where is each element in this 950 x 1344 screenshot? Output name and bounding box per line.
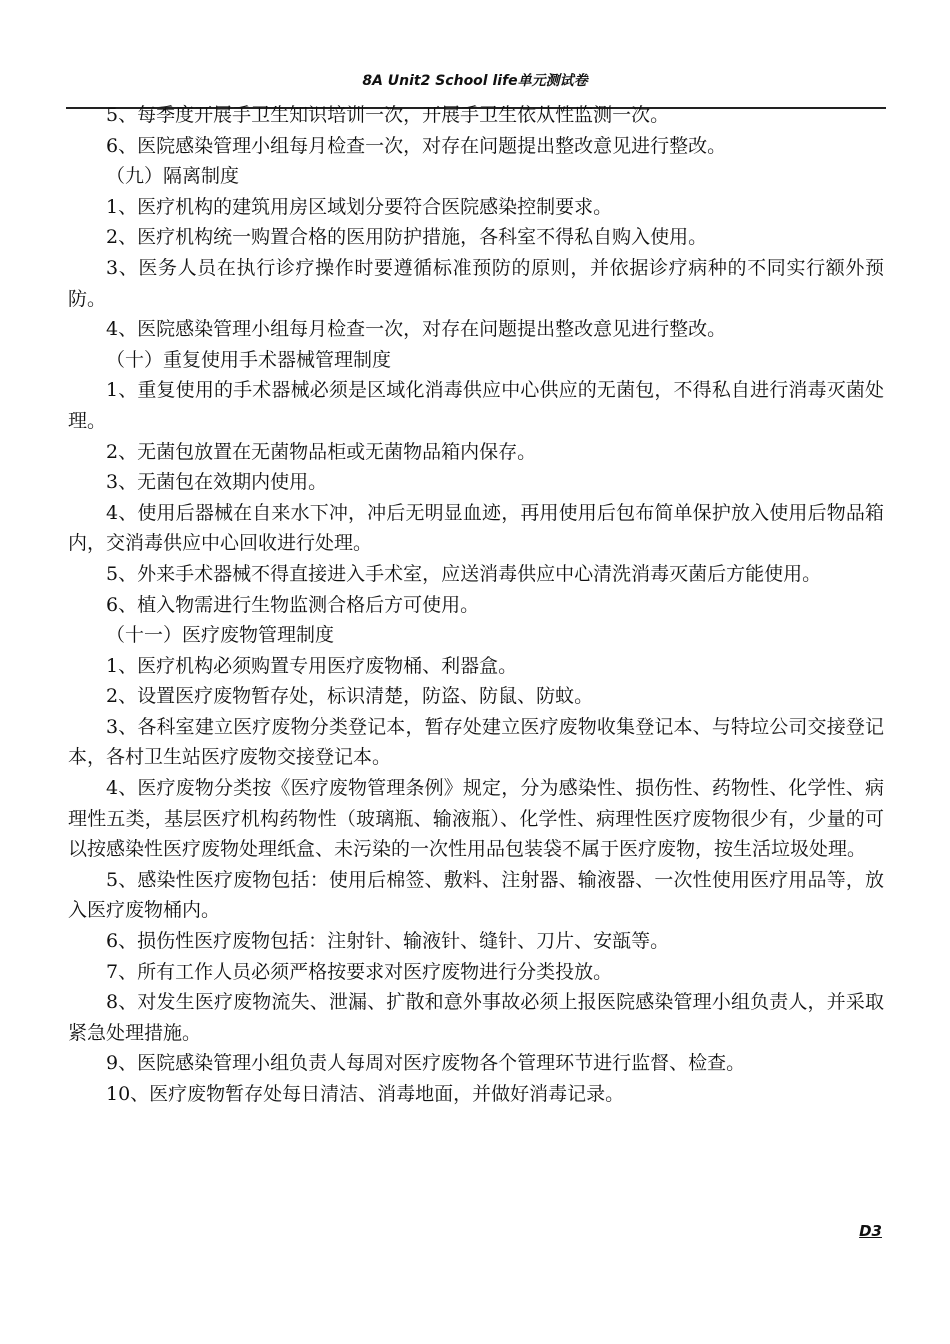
paragraph: 2、无菌包放置在无菌物品柜或无菌物品箱内保存。 [106, 440, 537, 463]
paragraph: 8、对发生医疗废物流失、泄漏、扩散和意外事故必须上报医院感染管理小组负责人，并采取紧急处理措施。 [68, 991, 884, 1044]
paragraph: 4、医疗废物分类按《医疗废物管理条例》规定，分为感染性、损伤性、药物性、化学性、病理性五类，基层医疗机构药物性（玻璃瓶、输液瓶）、化学性、病理性医疗废物很少有，少量的可以按感染性医疗废物处理纸盒、未污染的一次性用品包装袋不属于医疗废物，按生活垃圾处理。 [68, 777, 884, 861]
section-heading: （九）隔离制度 [106, 165, 240, 188]
paragraph: 3、无菌包在效期内使用。 [106, 471, 328, 494]
paragraph: 5、外来手术器械不得直接进入手术室，应送消毒供应中心清洗消毒灭菌后方能使用。 [106, 562, 822, 585]
section-heading: （十一）医疗废物管理制度 [106, 624, 335, 647]
paragraph: 2、医疗机构统一购置合格的医用防护措施，各科室不得私自购入使用。 [106, 226, 708, 249]
paragraph: 3、医务人员在执行诊疗操作时要遵循标准预防的原则，并依据诊疗病种的不同实行额外预防。 [68, 256, 884, 310]
paragraph: 4、使用后器械在自来水下冲，冲后无明显血迹，再用使用后包布简单保护放入使用后物品箱内，交消毒供应中心回收进行处理。 [68, 501, 884, 555]
section-heading: （十）重复使用手术器械管理制度 [106, 348, 392, 371]
paragraph: 9、医院感染管理小组负责人每周对医疗废物各个管理环节进行监督、检查。 [106, 1052, 746, 1075]
paragraph: 6、损伤性医疗废物包括：注射针、输液针、缝针、刀片、安瓿等。 [106, 930, 670, 953]
page-header: 8A Unit2 School life单元测试卷 [362, 73, 588, 89]
paragraph: 6、医院感染管理小组每月检查一次，对存在问题提出整改意见进行整改。 [106, 134, 727, 157]
document-body [68, 100, 884, 1110]
paragraph: 1、重复使用的手术器械必须是区域化消毒供应中心供应的无菌包，不得私自进行消毒灭菌处理。 [68, 379, 884, 432]
paragraph: 6、植入物需进行生物监测合格后方可使用。 [106, 593, 480, 616]
paragraph: 4、医院感染管理小组每月检查一次，对存在问题提出整改意见进行整改。 [106, 318, 727, 341]
paragraph: 1、医疗机构必须购置专用医疗废物桶、利器盒。 [106, 654, 518, 677]
paragraph: 5、感染性医疗废物包括：使用后棉签、敷料、注射器、输液器、一次性使用医疗用品等，放入医疗废物桶内。 [68, 868, 884, 922]
paragraph: 10、医疗废物暂存处每日清洁、消毒地面，并做好消毒记录。 [106, 1083, 625, 1105]
paragraph: 7、所有工作人员必须严格按要求对医疗废物进行分类投放。 [106, 960, 613, 983]
paragraph: 3、各科室建立医疗废物分类登记本，暂存处建立医疗废物收集登记本、与特垃公司交接登记本，各村卫生站医疗废物交接登记本。 [68, 715, 884, 769]
paragraph: 5、每季度开展手卫生知识培训一次，开展手卫生依从性监测一次。 [106, 104, 670, 126]
paragraph: 2、设置医疗废物暂存处，标识清楚，防盗、防鼠、防蚊。 [106, 685, 594, 708]
page-number: D3 [859, 1222, 882, 1240]
paragraph: 1、医疗机构的建筑用房区域划分要符合医院感染控制要求。 [106, 195, 613, 218]
